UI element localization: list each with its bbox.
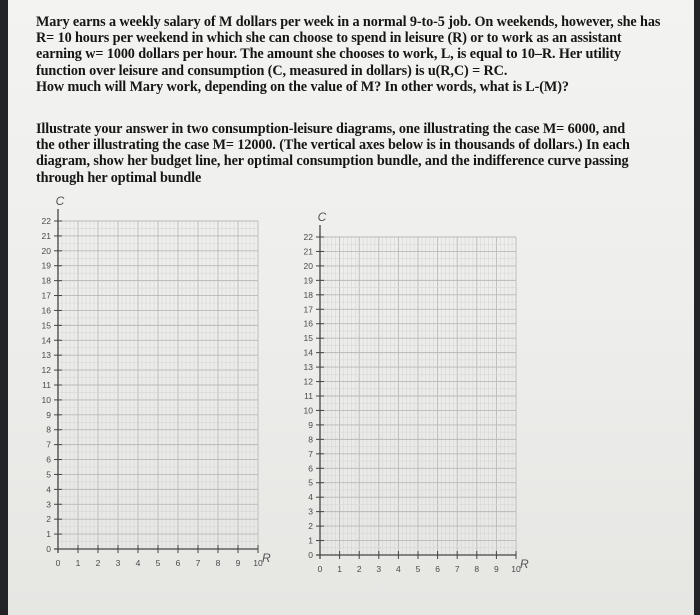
y-tick-label: 21 <box>41 230 51 241</box>
x-axis-label: R <box>262 551 271 565</box>
x-tick-label: 9 <box>494 564 499 574</box>
x-tick-label: 4 <box>135 558 141 568</box>
x-tick-label: 3 <box>376 564 382 574</box>
y-tick-label: 18 <box>303 289 313 300</box>
x-tick-label: 8 <box>215 558 221 568</box>
y-tick-label: 17 <box>303 304 313 315</box>
y-tick-label: 10 <box>303 405 313 416</box>
y-tick-label: 9 <box>46 409 51 420</box>
text-line: diagram, show her budget line, her optimal consumption bundle, and the indifference curve passing <box>36 153 629 170</box>
y-tick-label: 19 <box>303 275 313 286</box>
y-tick-label: 6 <box>308 463 313 474</box>
problem-statement <box>36 14 686 95</box>
y-tick-label: 15 <box>303 333 313 344</box>
y-tick-label: 7 <box>308 448 313 459</box>
y-tick-label: 15 <box>41 320 51 331</box>
y-tick-label: 20 <box>41 245 51 256</box>
x-tick-label: 1 <box>337 564 342 574</box>
x-axis-label: R <box>520 557 529 571</box>
y-tick-label: 2 <box>46 514 51 525</box>
y-tick-label: 16 <box>303 318 313 329</box>
x-tick-label: 5 <box>155 558 161 568</box>
y-tick-label: 14 <box>303 347 313 358</box>
x-tick-label: 6 <box>175 558 181 568</box>
y-tick-label: 7 <box>46 439 51 450</box>
y-tick-label: 4 <box>308 492 313 503</box>
x-tick-label: 7 <box>195 558 201 568</box>
consumption-leisure-graph-right <box>280 202 530 592</box>
text-line: function over leisure and consumption (C, measured in dollars) is u(R,C) = RC. <box>36 62 508 79</box>
x-tick-label: 7 <box>454 564 460 574</box>
y-tick-label: 4 <box>46 484 51 495</box>
worksheet-page <box>8 0 694 615</box>
y-tick-label: 21 <box>303 246 313 257</box>
y-tick-label: 18 <box>41 275 51 286</box>
y-tick-label: 5 <box>46 469 51 480</box>
x-tick-label: 10 <box>511 564 521 574</box>
text-line: the other illustrating the case M= 12000. (The vertical axes below is in thousands of dollars.) In each <box>36 137 630 154</box>
x-tick-label: 2 <box>356 564 362 574</box>
y-tick-label: 22 <box>41 216 51 226</box>
y-tick-label: 13 <box>303 362 313 373</box>
y-tick-label: 8 <box>308 434 313 445</box>
y-tick-label: 17 <box>41 290 51 301</box>
x-tick-label: 4 <box>396 564 401 574</box>
x-tick-label: 5 <box>415 564 421 574</box>
y-tick-label: 1 <box>308 535 313 546</box>
y-tick-label: 1 <box>46 529 51 540</box>
text-line: R= 10 hours per weekend in which she can choose to spend in leisure (R) or to work as an assistant <box>36 30 622 47</box>
x-tick-label: 10 <box>253 558 263 568</box>
x-tick-label: 0 <box>317 564 323 574</box>
y-tick-label: 20 <box>303 260 313 271</box>
y-tick-label: 12 <box>303 376 313 387</box>
y-tick-label: 9 <box>308 419 313 430</box>
y-axis-label: C <box>55 194 65 208</box>
y-tick-label: 10 <box>41 394 51 405</box>
y-tick-label: 14 <box>41 335 51 346</box>
y-tick-label: 2 <box>308 521 313 532</box>
y-tick-label: 16 <box>41 305 51 316</box>
text-line: through her optimal bundle <box>36 169 202 186</box>
y-tick-label: 22 <box>303 232 313 242</box>
text-line: Mary earns a weekly salary of M dollars per week in a normal 9-to-5 job. On weekends, however, she has <box>36 14 661 30</box>
x-tick-label: 6 <box>435 564 440 574</box>
x-tick-label: 9 <box>235 558 241 568</box>
y-tick-label: 3 <box>46 499 51 510</box>
text-line: Illustrate your answer in two consumption-leisure diagrams, one illustrating the case M= 6000, and <box>36 121 626 137</box>
y-tick-label: 11 <box>42 380 51 390</box>
x-tick-label: 3 <box>115 558 121 568</box>
x-tick-label: 2 <box>95 558 101 568</box>
y-tick-label: 8 <box>46 424 51 435</box>
text-line: How much will Mary work, depending on the value of M? In other words, what is L-(M)? <box>36 78 569 95</box>
consumption-leisure-graph-left <box>22 194 272 592</box>
y-tick-label: 12 <box>41 365 51 376</box>
y-tick-label: 0 <box>308 550 313 560</box>
y-tick-label: 11 <box>304 391 313 401</box>
x-tick-label: 0 <box>55 558 61 568</box>
y-tick-label: 5 <box>308 477 313 488</box>
y-tick-label: 0 <box>46 544 51 554</box>
x-tick-label: 1 <box>75 558 81 568</box>
x-tick-label: 8 <box>474 564 480 574</box>
diagram-instructions <box>36 121 686 186</box>
y-tick-label: 6 <box>46 454 51 465</box>
y-tick-label: 13 <box>41 350 51 361</box>
text-line: earning w= 1000 dollars per hour. The amount she chooses to work, L, is equal to 10–R. Her utility <box>36 46 622 63</box>
y-tick-label: 19 <box>41 260 51 271</box>
y-tick-label: 3 <box>308 506 313 517</box>
y-axis-label: C <box>317 210 327 224</box>
